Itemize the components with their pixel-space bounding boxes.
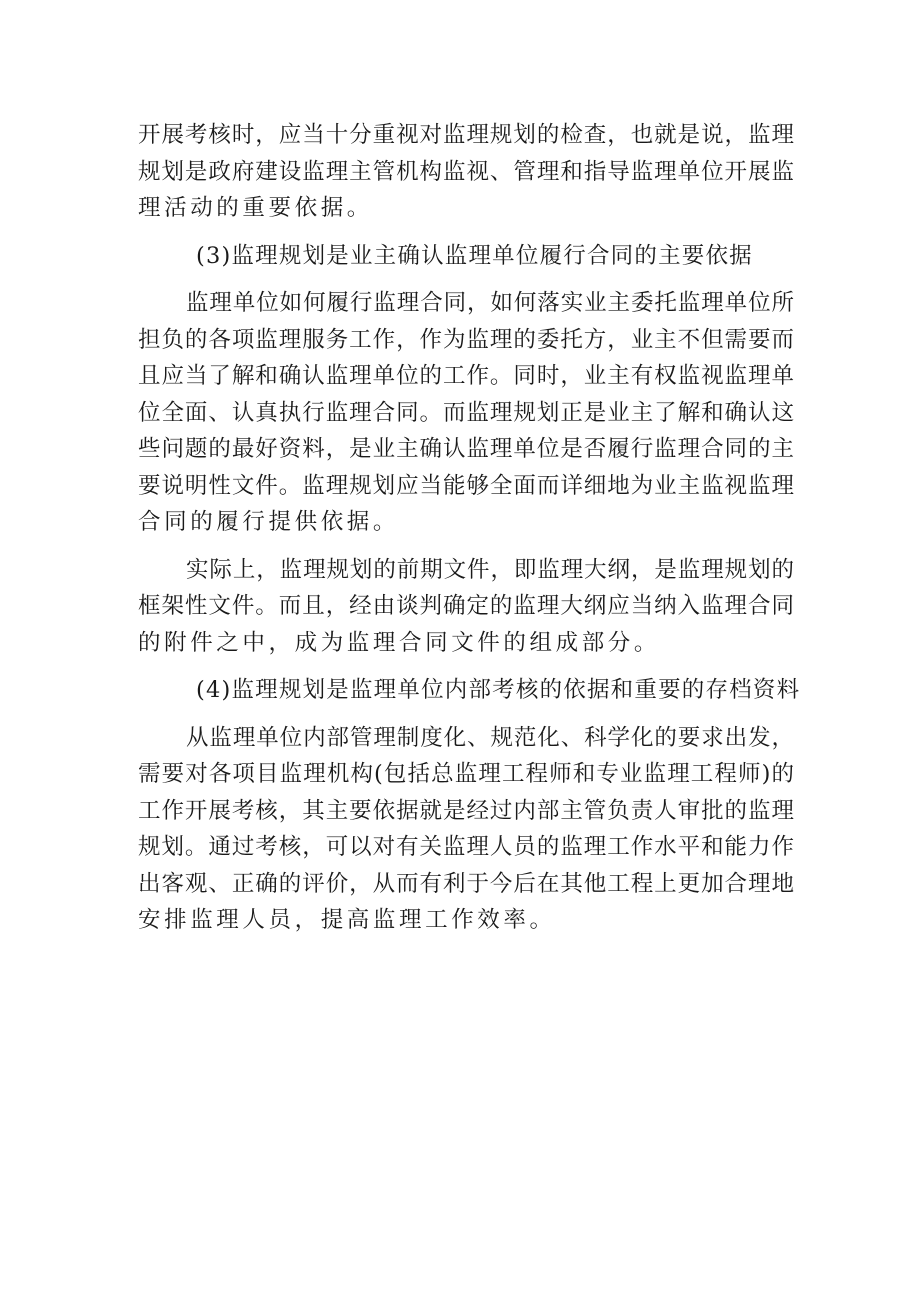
section-heading-4 xyxy=(138,672,801,709)
text-line: 且应当了解和确认监理单位的工作。同时，业主有权监视监理单 xyxy=(138,363,794,389)
section-heading-3 xyxy=(138,238,794,275)
text-line: 些问题的最好资料，是业主确认监理单位是否履行监理合同的主 xyxy=(138,436,794,462)
text-line: 需要对各项目监理机构(包括总监理工程师和专业监理工程师)的 xyxy=(138,761,794,787)
heading-text: (3)监理规划是业主确认监理单位履行合同的主要依据 xyxy=(196,242,753,269)
text-line: 安排监理人员，提高监理工作效率。 xyxy=(138,907,556,933)
text-line: 规划。通过考核，可以对有关监理人员的监理工作水平和能力作 xyxy=(138,834,794,860)
text-line: 位全面、认真执行监理合同。而监理规划正是业主了解和确认这 xyxy=(138,399,794,426)
text-line: 担负的各项监理服务工作，作为监理的委托方，业主不但需要而 xyxy=(138,326,794,353)
text-line: 工作开展考核，其主要依据就是经过内部主管负责人审批的监理 xyxy=(138,797,794,824)
text-line: 理活动的重要依据。 xyxy=(138,195,373,221)
heading-text: (4)监理规划是监理单位内部考核的依据和重要的存档资料 xyxy=(196,677,801,703)
text-line: 监理单位如何履行监理合同，如何落实业主委托监理单位所 xyxy=(186,290,794,316)
text-line: 合同的履行提供依据。 xyxy=(138,509,400,535)
paragraph-2 xyxy=(138,285,794,541)
document-body xyxy=(138,117,801,950)
text-line: 出客观、正确的评价，从而有利于今后在其他工程上更加合理地 xyxy=(138,870,794,897)
text-line: 从监理单位内部管理制度化、规范化、科学化的要求出发， xyxy=(186,724,794,751)
paragraph-1 xyxy=(138,117,794,227)
text-line: 开展考核时，应当十分重视对监理规划的检查，也就是说，监理 xyxy=(138,122,794,148)
text-line: 实际上，监理规划的前期文件，即监理大纲，是监理规划的 xyxy=(186,556,794,583)
paragraph-3 xyxy=(138,552,794,662)
text-line: 框架性文件。而且，经由谈判确定的监理大纲应当纳入监理合同 xyxy=(138,593,794,619)
paragraph-4 xyxy=(138,720,794,939)
text-line: 的附件之中，成为监理合同文件的组成部分。 xyxy=(138,629,661,656)
text-line: 要说明性文件。监理规划应当能够全面而详细地为业主监视监理 xyxy=(138,472,794,499)
text-line: 规划是政府建设监理主管机构监视、管理和指导监理单位开展监 xyxy=(138,158,794,185)
